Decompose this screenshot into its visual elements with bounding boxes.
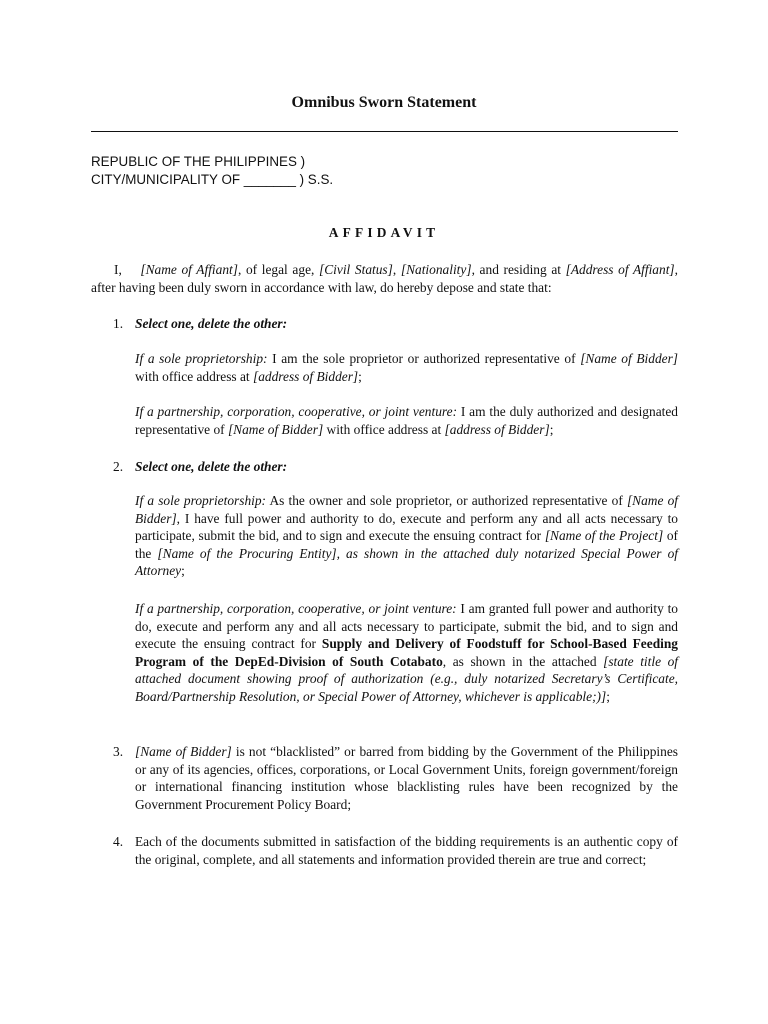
item-text: is not “blacklisted” or barred from bidding by the Government of the Philippines or any of its agencies, offices, corporations, or Local Government Units, foreign government/foreign or international financing institution whose blacklisting rules have been recognized by the Government Procurement Policy Board; bbox=[135, 744, 679, 812]
option-text: ; bbox=[606, 688, 610, 704]
bidder-name-placeholder: [Name of Bidder] bbox=[135, 744, 232, 759]
authorization-document-placeholder: [state title of attached document showing proof of authorization (e.g., duly notarized Secretary’s Certificate, Board/Partnership Resolution, or Special Power of Attorney, whichever is applicable;)] bbox=[135, 653, 679, 704]
intro-lead: I, bbox=[114, 262, 122, 277]
option-text: of the bbox=[135, 528, 678, 561]
item-heading: Select one, delete the other: bbox=[135, 316, 288, 331]
item2-partnership bbox=[135, 600, 678, 706]
item3-blacklisting-statement bbox=[135, 743, 678, 813]
affiant-name-placeholder: [Name of Affiant] bbox=[140, 262, 238, 277]
bidder-address-placeholder: [address of Bidder] bbox=[444, 421, 550, 437]
item-number: 4. bbox=[113, 834, 124, 849]
option-text: As the owner and sole proprietor, or authorized representative of bbox=[266, 493, 627, 508]
item1-sole-proprietorship bbox=[135, 350, 678, 385]
bidder-name-placeholder: [Name of Bidder] bbox=[580, 351, 679, 366]
option-text: with office address at bbox=[323, 421, 445, 437]
option-text: I am granted full power and authority to do, execute and perform any and all acts necessary to participate, submit the bid, and to sign and execute the ensuing contract for bbox=[135, 601, 679, 652]
option-text: , as shown in the attached bbox=[442, 653, 604, 669]
intro-paragraph bbox=[91, 261, 678, 296]
project-title: Supply and Delivery of Foodstuff for School-Based Feeding Program of the DepEd-Division of South Cotabato bbox=[135, 636, 679, 669]
option-text: I am the duly authorized and designated representative of bbox=[135, 404, 679, 437]
option-label: If a sole proprietorship: bbox=[135, 493, 267, 508]
option-text: ; bbox=[181, 563, 185, 579]
option-label: If a sole proprietorship: bbox=[135, 351, 268, 366]
bidder-name-placeholder: [Name of Bidder] bbox=[227, 421, 324, 437]
intro-text: , and residing at bbox=[471, 262, 561, 277]
option-text: with office address at bbox=[135, 368, 253, 384]
item-heading: Select one, delete the other: bbox=[135, 459, 288, 474]
option-text: ; bbox=[549, 421, 554, 437]
option-label: If a partnership, corporation, cooperative, or joint venture: bbox=[135, 601, 457, 616]
item2-sole-proprietorship bbox=[135, 492, 678, 580]
venue-line-republic: REPUBLIC OF THE PHILIPPINES ) bbox=[91, 154, 306, 169]
affiant-address-placeholder: [Address of Affiant] bbox=[565, 262, 675, 277]
option-text: , I have full power and authority to do, execute and perform any and all acts necessary to participate, submit the bid, and to sign and execute the ensuing contract for bbox=[135, 510, 678, 544]
intro-text: , of legal age, bbox=[237, 262, 315, 277]
option-text: ; bbox=[358, 368, 362, 384]
item1-partnership bbox=[135, 403, 678, 438]
affidavit-heading: AFFIDAVIT bbox=[328, 225, 440, 240]
document-title: Omnibus Sworn Statement bbox=[291, 94, 477, 111]
item-number: 3. bbox=[113, 744, 124, 759]
title-rule bbox=[91, 131, 678, 132]
option-label: If a partnership, corporation, cooperative, or joint venture: bbox=[135, 404, 458, 419]
project-name-placeholder: [Name of the Project] bbox=[544, 528, 664, 544]
option-text: I am the sole proprietor or authorized representative of bbox=[267, 351, 581, 366]
intro-text: , after having been duly sworn in accordance with law, do hereby depose and state that: bbox=[91, 262, 678, 295]
nationality-placeholder: [Nationality] bbox=[400, 262, 472, 277]
venue-line-city: CITY/MUNICIPALITY OF _______ ) S.S. bbox=[91, 172, 334, 187]
civil-status-placeholder: [Civil Status] bbox=[319, 262, 393, 277]
bidder-name-placeholder: [Name of Bidder] bbox=[135, 493, 678, 526]
intro-text: , bbox=[392, 262, 397, 277]
item4-documents-statement: Each of the documents submitted in satisfaction of the bidding requirements is an authentic copy of the original, complete, and all statements and information provided therein are true and correct; bbox=[135, 834, 678, 867]
item-number: 2. bbox=[113, 459, 124, 474]
item-number: 1. bbox=[113, 316, 124, 331]
bidder-address-placeholder: [address of Bidder] bbox=[253, 368, 359, 384]
procuring-entity-placeholder: [Name of the Procuring Entity], as shown in the attached duly notarized Special Power of Attorney bbox=[135, 545, 678, 579]
venue-block bbox=[91, 153, 333, 189]
